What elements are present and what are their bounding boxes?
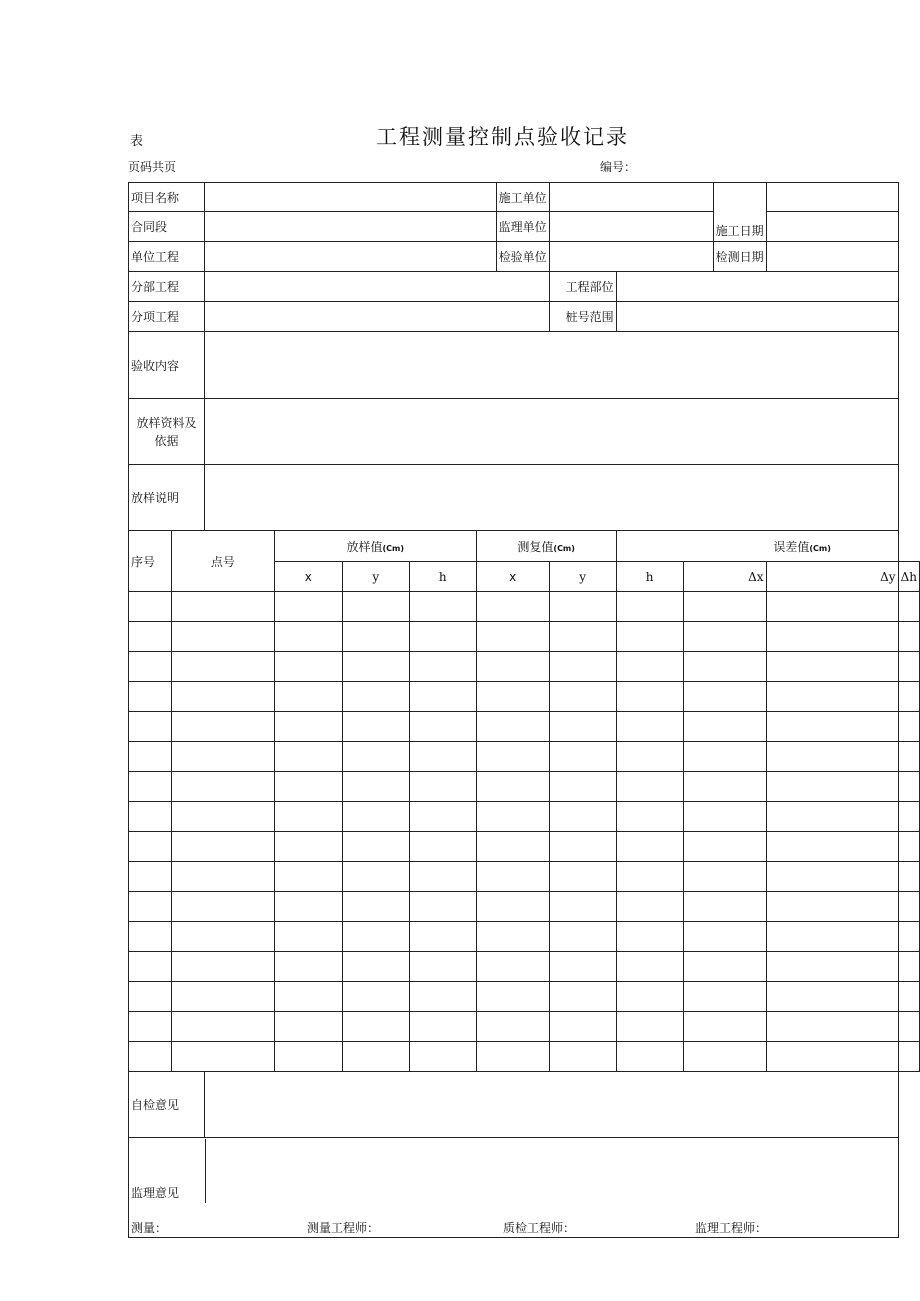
table-cell[interactable] <box>549 772 616 802</box>
table-cell[interactable] <box>342 802 409 832</box>
error-dx-header: Δx <box>683 562 766 592</box>
table-cell[interactable] <box>549 802 616 832</box>
table-cell[interactable] <box>616 712 683 742</box>
table-cell[interactable] <box>683 982 766 1012</box>
table-cell[interactable] <box>409 832 476 862</box>
table-cell[interactable] <box>171 592 274 622</box>
division-project-label: 分部工程 <box>129 272 205 302</box>
table-cell[interactable] <box>274 712 342 742</box>
pile-range-label: 桩号范围 <box>549 302 616 332</box>
project-location-field[interactable] <box>616 272 898 302</box>
table-cell[interactable] <box>898 862 919 892</box>
supervision-opinion-field[interactable] <box>209 1139 877 1203</box>
table-row <box>129 982 920 1012</box>
table-cell[interactable] <box>476 592 549 622</box>
pile-range-field[interactable] <box>616 302 898 332</box>
table-cell[interactable] <box>342 712 409 742</box>
error-dh-header: Δh <box>898 562 919 592</box>
table-cell[interactable] <box>766 862 898 892</box>
table-cell[interactable] <box>476 772 549 802</box>
survey-engineer-signature: 测量工程师： <box>307 1221 380 1235</box>
table-cell[interactable] <box>129 952 172 982</box>
table-cell[interactable] <box>683 622 766 652</box>
table-cell[interactable] <box>766 802 898 832</box>
table-cell[interactable] <box>171 862 274 892</box>
table-cell[interactable] <box>683 832 766 862</box>
seq-header: 序号 <box>129 531 172 592</box>
table-cell[interactable] <box>549 862 616 892</box>
table-cell[interactable] <box>616 862 683 892</box>
table-row <box>129 922 920 952</box>
table-cell[interactable] <box>766 922 898 952</box>
table-cell[interactable] <box>409 712 476 742</box>
inspection-date-label: 检测日期 <box>713 242 766 272</box>
table-cell[interactable] <box>683 682 766 712</box>
setout-y-header: y <box>342 562 409 592</box>
table-row <box>129 802 920 832</box>
table-cell[interactable] <box>342 892 409 922</box>
inspection-date-field[interactable] <box>766 242 898 272</box>
table-cell[interactable] <box>766 712 898 742</box>
table-cell[interactable] <box>476 1042 549 1072</box>
table-cell[interactable] <box>171 772 274 802</box>
table-cell[interactable] <box>898 682 919 712</box>
contract-section-field[interactable] <box>204 212 496 242</box>
table-cell[interactable] <box>342 982 409 1012</box>
table-cell[interactable] <box>129 862 172 892</box>
table-cell[interactable] <box>616 1012 683 1042</box>
document-number-label: 编号： <box>600 160 637 174</box>
contract-section-label: 合同段 <box>129 212 205 242</box>
table-cell[interactable] <box>171 622 274 652</box>
table-row <box>129 712 920 742</box>
self-check-field[interactable] <box>204 1072 898 1138</box>
table-cell[interactable] <box>409 1042 476 1072</box>
table-cell[interactable] <box>129 802 172 832</box>
table-cell[interactable] <box>898 742 919 772</box>
table-cell[interactable] <box>274 682 342 712</box>
table-cell[interactable] <box>274 802 342 832</box>
table-cell[interactable] <box>766 892 898 922</box>
table-cell[interactable] <box>129 922 172 952</box>
table-cell[interactable] <box>342 832 409 862</box>
setout-data-label: 放样资料及依据 <box>129 399 205 465</box>
table-cell[interactable] <box>898 982 919 1012</box>
table-cell[interactable] <box>683 892 766 922</box>
table-cell[interactable] <box>616 742 683 772</box>
table-cell[interactable] <box>683 1012 766 1042</box>
table-cell[interactable] <box>898 592 919 622</box>
inspection-unit-label: 检验单位 <box>496 242 549 272</box>
table-cell[interactable] <box>549 652 616 682</box>
table-cell[interactable] <box>616 892 683 922</box>
quality-engineer-signature: 质检工程师： <box>503 1221 576 1235</box>
table-cell[interactable] <box>549 1042 616 1072</box>
table-cell[interactable] <box>476 892 549 922</box>
table-cell[interactable] <box>171 982 274 1012</box>
table-cell[interactable] <box>129 892 172 922</box>
table-cell[interactable] <box>274 862 342 892</box>
table-cell[interactable] <box>409 982 476 1012</box>
table-cell[interactable] <box>683 862 766 892</box>
table-cell[interactable] <box>409 1012 476 1042</box>
table-cell[interactable] <box>683 772 766 802</box>
table-cell[interactable] <box>171 682 274 712</box>
table-cell[interactable] <box>766 682 898 712</box>
table-cell[interactable] <box>171 802 274 832</box>
table-cell[interactable] <box>409 802 476 832</box>
unit-project-label: 单位工程 <box>129 242 205 272</box>
table-cell[interactable] <box>409 742 476 772</box>
table-cell[interactable] <box>766 952 898 982</box>
table-cell[interactable] <box>171 1042 274 1072</box>
table-row <box>129 832 920 862</box>
table-cell[interactable] <box>683 922 766 952</box>
recheck-y-header: y <box>549 562 616 592</box>
table-cell[interactable] <box>549 832 616 862</box>
table-row <box>129 892 920 922</box>
table-cell[interactable] <box>274 592 342 622</box>
table-cell[interactable] <box>616 592 683 622</box>
table-cell[interactable] <box>683 652 766 682</box>
supervision-opinion-label: 监理意见 <box>131 1186 180 1200</box>
table-cell[interactable] <box>274 952 342 982</box>
table-cell[interactable] <box>683 592 766 622</box>
table-cell[interactable] <box>549 592 616 622</box>
table-cell[interactable] <box>129 832 172 862</box>
table-cell[interactable] <box>274 622 342 652</box>
signature-row <box>131 1219 877 1235</box>
surveyor-signature: 测量： <box>131 1221 168 1235</box>
table-cell[interactable] <box>409 862 476 892</box>
page-title: 工程测量控制点验收记录 <box>376 125 629 149</box>
table-cell[interactable] <box>766 652 898 682</box>
acceptance-content-field[interactable] <box>204 332 898 399</box>
table-row <box>129 862 920 892</box>
table-cell[interactable] <box>409 592 476 622</box>
recheck-h-header: h <box>616 562 683 592</box>
table-cell[interactable] <box>274 982 342 1012</box>
table-cell[interactable] <box>476 952 549 982</box>
table-cell[interactable] <box>766 1042 898 1072</box>
table-cell[interactable] <box>274 892 342 922</box>
table-cell[interactable] <box>171 712 274 742</box>
table-cell[interactable] <box>476 922 549 952</box>
table-cell[interactable] <box>342 742 409 772</box>
table-cell[interactable] <box>129 982 172 1012</box>
table-cell[interactable] <box>409 922 476 952</box>
table-cell[interactable] <box>342 952 409 982</box>
self-check-label: 自检意见 <box>129 1072 205 1138</box>
table-cell[interactable] <box>274 1042 342 1072</box>
table-cell[interactable] <box>898 832 919 862</box>
error-value-header: 误差值(Cm) <box>616 531 898 562</box>
table-cell[interactable] <box>683 712 766 742</box>
table-cell[interactable] <box>342 652 409 682</box>
table-cell[interactable] <box>129 712 172 742</box>
table-cell[interactable] <box>898 772 919 802</box>
table-cell[interactable] <box>898 952 919 982</box>
table-cell[interactable] <box>342 772 409 802</box>
table-cell[interactable] <box>476 712 549 742</box>
acceptance-content-label: 验收内容 <box>129 332 205 399</box>
supervision-unit-label: 监理单位 <box>496 212 549 242</box>
table-cell[interactable] <box>129 682 172 712</box>
table-row <box>129 622 920 652</box>
table-cell[interactable] <box>129 772 172 802</box>
table-cell[interactable] <box>476 652 549 682</box>
table-cell[interactable] <box>616 832 683 862</box>
table-cell[interactable] <box>476 622 549 652</box>
setout-desc-label: 放样说明 <box>129 465 205 531</box>
measurement-rows <box>129 592 920 1072</box>
table-cell[interactable] <box>476 862 549 892</box>
table-cell[interactable] <box>171 892 274 922</box>
form-type-label: 表 <box>130 134 144 149</box>
table-cell[interactable] <box>409 622 476 652</box>
table-cell[interactable] <box>342 862 409 892</box>
unit-project-field[interactable] <box>204 242 496 272</box>
table-cell[interactable] <box>683 802 766 832</box>
table-cell[interactable] <box>766 592 898 622</box>
table-cell[interactable] <box>766 742 898 772</box>
table-cell[interactable] <box>476 1012 549 1042</box>
table-cell[interactable] <box>683 1042 766 1072</box>
table-cell[interactable] <box>898 892 919 922</box>
table-cell[interactable] <box>549 982 616 1012</box>
table-cell[interactable] <box>274 652 342 682</box>
table-cell[interactable] <box>766 622 898 652</box>
setout-h-header: h <box>409 562 476 592</box>
item-project-field[interactable] <box>204 302 549 332</box>
recheck-x-header: x <box>476 562 549 592</box>
table-cell[interactable] <box>898 712 919 742</box>
table-cell[interactable] <box>342 1012 409 1042</box>
table-cell[interactable] <box>476 802 549 832</box>
table-cell[interactable] <box>616 682 683 712</box>
table-cell[interactable] <box>549 892 616 922</box>
table-cell[interactable] <box>898 922 919 952</box>
table-cell[interactable] <box>549 742 616 772</box>
setout-value-header: 放样值(Cm) <box>274 531 476 562</box>
table-row <box>129 1012 920 1042</box>
table-cell[interactable] <box>898 622 919 652</box>
table-cell[interactable] <box>616 952 683 982</box>
table-cell[interactable] <box>274 922 342 952</box>
table-row <box>129 1042 920 1072</box>
table-cell[interactable] <box>171 922 274 952</box>
table-cell[interactable] <box>549 922 616 952</box>
project-name-field[interactable] <box>204 183 496 212</box>
table-cell[interactable] <box>683 742 766 772</box>
setout-data-field[interactable] <box>204 399 898 465</box>
table-cell[interactable] <box>898 802 919 832</box>
table-cell[interactable] <box>129 1012 172 1042</box>
construction-unit-field[interactable] <box>549 183 713 212</box>
setout-desc-field[interactable] <box>204 465 898 531</box>
setout-x-header: x <box>274 562 342 592</box>
table-cell[interactable] <box>616 802 683 832</box>
table-cell[interactable] <box>342 622 409 652</box>
point-header: 点号 <box>171 531 274 592</box>
table-cell[interactable] <box>616 1042 683 1072</box>
table-cell[interactable] <box>616 622 683 652</box>
table-cell[interactable] <box>616 772 683 802</box>
table-cell[interactable] <box>129 742 172 772</box>
table-cell[interactable] <box>766 772 898 802</box>
item-project-label: 分项工程 <box>129 302 205 332</box>
table-cell[interactable] <box>476 982 549 1012</box>
table-cell[interactable] <box>476 682 549 712</box>
table-cell[interactable] <box>409 682 476 712</box>
table-cell[interactable] <box>766 1012 898 1042</box>
table-cell[interactable] <box>274 832 342 862</box>
table-cell[interactable] <box>171 952 274 982</box>
table-cell[interactable] <box>476 742 549 772</box>
table-cell[interactable] <box>342 592 409 622</box>
division-project-field[interactable] <box>204 272 549 302</box>
supervision-engineer-signature: 监理工程师： <box>695 1221 768 1235</box>
table-cell[interactable] <box>476 832 549 862</box>
table-cell[interactable] <box>342 922 409 952</box>
table-cell[interactable] <box>274 742 342 772</box>
construction-date-field[interactable] <box>766 212 898 242</box>
project-location-label: 工程部位 <box>549 272 616 302</box>
construction-date-label: 施工日期 <box>713 183 766 242</box>
table-cell[interactable] <box>171 742 274 772</box>
table-cell[interactable] <box>898 652 919 682</box>
table-cell[interactable] <box>616 922 683 952</box>
table-cell[interactable] <box>898 1042 919 1072</box>
table-cell[interactable] <box>683 952 766 982</box>
table-row <box>129 742 920 772</box>
table-cell[interactable] <box>616 652 683 682</box>
construction-unit-label: 施工单位 <box>496 183 549 212</box>
table-cell[interactable] <box>549 712 616 742</box>
table-cell[interactable] <box>549 1012 616 1042</box>
table-cell[interactable] <box>409 772 476 802</box>
table-row <box>129 592 920 622</box>
table-cell[interactable] <box>171 652 274 682</box>
table-row <box>129 682 920 712</box>
table-cell[interactable] <box>898 1012 919 1042</box>
error-dy-header: Δy <box>766 562 898 592</box>
table-cell[interactable] <box>342 682 409 712</box>
table-cell[interactable] <box>342 1042 409 1072</box>
record-form-table <box>128 182 920 1238</box>
table-cell[interactable] <box>274 1012 342 1042</box>
table-cell[interactable] <box>129 592 172 622</box>
inspection-unit-field[interactable] <box>549 242 713 272</box>
table-cell[interactable] <box>129 1042 172 1072</box>
table-cell[interactable] <box>766 982 898 1012</box>
table-cell[interactable] <box>766 832 898 862</box>
table-cell[interactable] <box>549 682 616 712</box>
construction-date-field-top[interactable] <box>766 183 898 212</box>
table-cell[interactable] <box>129 652 172 682</box>
table-row <box>129 772 920 802</box>
table-cell[interactable] <box>549 952 616 982</box>
table-cell[interactable] <box>409 652 476 682</box>
table-cell[interactable] <box>409 952 476 982</box>
supervision-unit-field[interactable] <box>549 212 713 242</box>
table-cell[interactable] <box>549 622 616 652</box>
table-cell[interactable] <box>171 832 274 862</box>
table-cell[interactable] <box>171 1012 274 1042</box>
table-cell[interactable] <box>616 982 683 1012</box>
page-info: 页码共页 <box>128 160 177 174</box>
project-name-label: 项目名称 <box>129 183 205 212</box>
table-cell[interactable] <box>129 622 172 652</box>
supervision-opinion-section <box>129 1138 899 1238</box>
table-row <box>129 952 920 982</box>
table-cell[interactable] <box>274 772 342 802</box>
table-cell[interactable] <box>409 892 476 922</box>
recheck-value-header: 测复值(Cm) <box>476 531 616 562</box>
table-row <box>129 652 920 682</box>
